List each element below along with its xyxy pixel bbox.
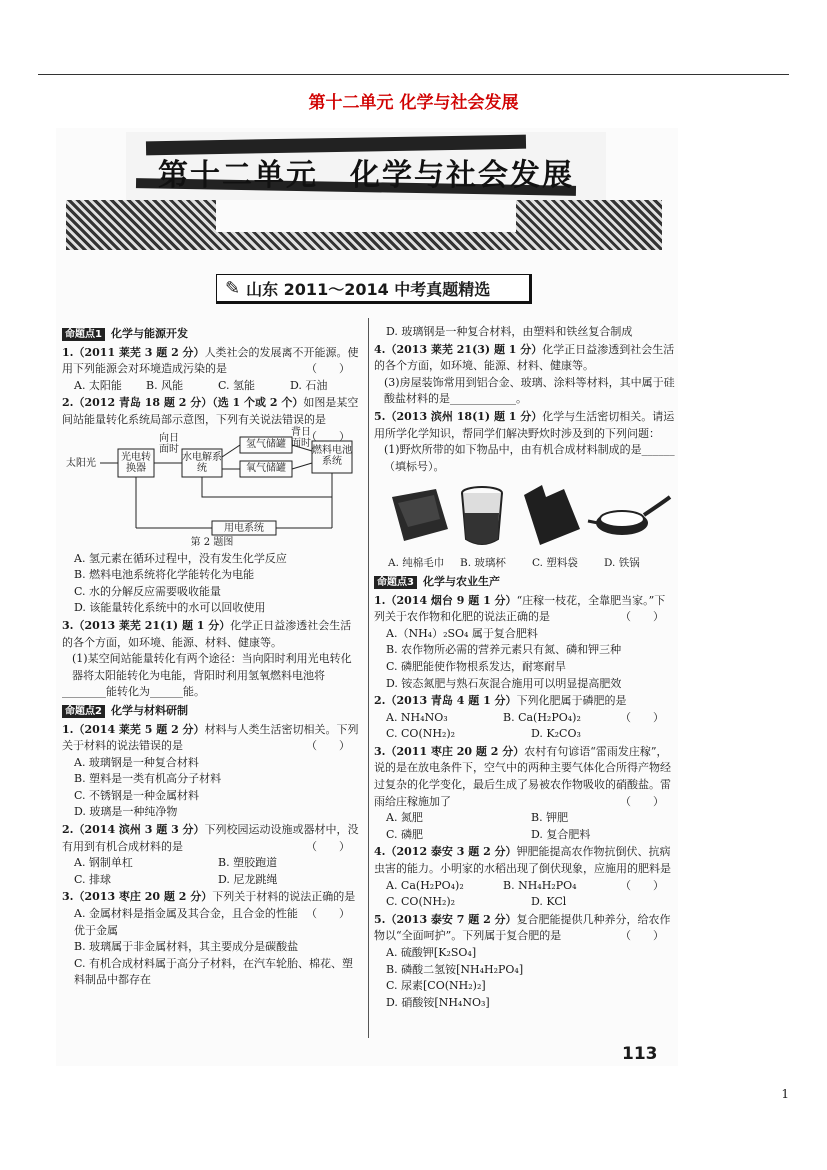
question-text: 下列化肥属于磷肥的是 bbox=[516, 694, 627, 708]
question bbox=[374, 912, 676, 945]
question-text: 化学正日益渗透社会生活的各个方面，如环境、能源、材料、健康等。 bbox=[62, 618, 352, 649]
question bbox=[62, 345, 362, 378]
option: A.（NH₄）₂SO₄ 属于复合肥料 bbox=[386, 626, 538, 640]
question-text: 下列校园运动设施或器材中，没有用到有机合成材料的是 bbox=[62, 823, 359, 853]
option: C. 尿素[CO(NH₂)₂] bbox=[386, 979, 486, 993]
answer-paren: （ ） bbox=[306, 362, 350, 376]
answer-paren: （ ） bbox=[620, 929, 664, 943]
option: B. 燃料电池系统将化学能转化为电能 bbox=[74, 568, 255, 582]
option: C. 有机合成材料属于高分子材料，在汽车轮胎、棉花、塑料制品中都存在 bbox=[74, 956, 354, 987]
diagram-caption: 第 2 题图 bbox=[190, 536, 234, 548]
option: D. 铁锅 bbox=[604, 557, 640, 570]
option: B. 钾肥 bbox=[531, 811, 569, 825]
plastic-bag-icon bbox=[524, 485, 580, 545]
scanned-page bbox=[56, 128, 678, 1066]
diagram-label: 背日面时 bbox=[291, 426, 311, 449]
fill-blank: ________能转化为______能。 bbox=[62, 685, 205, 699]
question-text: 钾肥能提高农作物抗倒伏、抗病虫害的能力。小明家的水稻出现了倒伏现象，应施用的肥料是 bbox=[374, 845, 671, 876]
topic-name: 化学与材料研制 bbox=[110, 703, 188, 717]
diagram-label: 氧气储罐 bbox=[246, 462, 286, 474]
question-text: 人类社会的发展离不开能源。使用下列能源会对环境造成污染的是 bbox=[62, 345, 359, 376]
answer-paren: （ ） bbox=[306, 429, 350, 443]
option: A. 纯棉毛巾 bbox=[388, 557, 445, 570]
section-heading: 山东 2011～2014 中考真题精选 bbox=[246, 279, 491, 299]
question bbox=[374, 593, 676, 626]
decorative-stripe bbox=[66, 200, 662, 250]
page-index: 1 bbox=[781, 1087, 789, 1101]
question bbox=[374, 744, 676, 810]
option: C. 磷肥 bbox=[386, 827, 424, 841]
question-source: 5.（2013 泰安 7 题 2 分） bbox=[374, 912, 517, 926]
pencil-icon: ✎ bbox=[225, 277, 241, 299]
sub-question: (1)某空间站能量转化有两个途径：当向阳时利用光电转化器将太阳能转化为电能，背阳时利用氢氧燃料电池将 bbox=[72, 652, 352, 682]
option: C. 磷肥能使作物根系发达，耐寒耐旱 bbox=[386, 659, 567, 673]
option: C. 塑料袋 bbox=[532, 557, 578, 570]
right-column bbox=[374, 324, 676, 1011]
question-source: 3.（2013 枣庄 20 题 2 分） bbox=[62, 890, 213, 904]
options-row bbox=[374, 710, 620, 727]
option: C. 氢能 bbox=[218, 378, 256, 392]
option: A. 玻璃钢是一种复合材料 bbox=[74, 755, 199, 769]
option: D. 复合肥料 bbox=[531, 827, 591, 841]
options-row bbox=[62, 378, 362, 395]
question-source: 4.（2012 泰安 3 题 2 分） bbox=[374, 845, 517, 859]
column-divider bbox=[368, 318, 369, 1038]
topic-heading bbox=[62, 326, 362, 343]
option: D. 尼龙跳绳 bbox=[218, 872, 278, 886]
option: D. 玻璃钢是一种复合材料，由塑料和铁丝复合制成 bbox=[386, 325, 633, 338]
answer-paren: （ ） bbox=[620, 878, 664, 892]
wok-icon bbox=[588, 497, 670, 535]
topic-name: 化学与农业生产 bbox=[422, 574, 500, 588]
question-text: 下列关于材料的说法正确的是 bbox=[212, 890, 356, 904]
question-source: 3.（2013 莱芜 21(1) 题 1 分） bbox=[62, 618, 231, 632]
diagram-label: 向日面时 bbox=[159, 432, 179, 455]
option: B. 塑料是一类有机高分子材料 bbox=[74, 772, 222, 786]
question-text: 复合肥能提供几种养分，给农作物以“全面呵护”。下列属于复合肥的是 bbox=[374, 912, 671, 943]
question bbox=[62, 889, 362, 921]
option: D. K₂CO₃ bbox=[531, 727, 581, 741]
question bbox=[62, 722, 362, 755]
energy-diagram bbox=[62, 426, 362, 549]
topic-tag: 命题点1 bbox=[62, 328, 105, 341]
sub-question: (3)房屋装饰常用到铝合金、玻璃、涂料等材料，其中属于硅酸盐材料的是____________。 bbox=[384, 375, 675, 406]
option: B. 磷酸二氢铵[NH₄H₂PO₄] bbox=[386, 962, 524, 976]
answer-paren: （ ） bbox=[620, 710, 664, 724]
question-source: 5.（2013 滨州 18(1) 题 1 分） bbox=[374, 409, 543, 423]
answer-paren: （ ） bbox=[306, 839, 350, 853]
topic-heading bbox=[374, 574, 676, 591]
options-row bbox=[62, 855, 362, 872]
question-source: 3.（2011 枣庄 20 题 2 分） bbox=[374, 744, 525, 758]
option: D. 玻璃是一种纯净物 bbox=[74, 805, 178, 819]
diagram-label: 光电转换器 bbox=[121, 451, 151, 474]
answer-paren: （ ） bbox=[620, 610, 664, 624]
diagram-label: 水电解系统 bbox=[182, 451, 222, 474]
option: A. 氮肥 bbox=[386, 811, 423, 825]
document-title: 第十二单元 化学与社会发展 bbox=[308, 93, 519, 113]
option: B. Ca(H₂PO₄)₂ bbox=[503, 710, 581, 724]
option: B. 玻璃杯 bbox=[460, 557, 506, 570]
options-row bbox=[374, 810, 676, 827]
options-row bbox=[374, 878, 620, 895]
option: A. 氢元素在循环过程中，没有发生化学反应 bbox=[74, 551, 287, 565]
question-source: 1.（2014 莱芜 5 题 2 分） bbox=[62, 722, 205, 736]
option: B. 玻璃属于非金属材料，其主要成分是碳酸盐 bbox=[74, 940, 299, 954]
question bbox=[374, 409, 676, 442]
question-text: 如图是某空间站能量转化系统局部示意图，下列有关说法错误的是 bbox=[62, 396, 359, 426]
question-text: 化学正日益渗透到社会生活的各个方面，如环境、能源、材料、健康等。 bbox=[374, 342, 675, 373]
option: A. 太阳能 bbox=[74, 378, 122, 392]
left-column bbox=[62, 324, 362, 989]
header-rule bbox=[38, 74, 789, 75]
option: D. 铵态氮肥与熟石灰混合施用可以明显提高肥效 bbox=[386, 676, 622, 690]
options-row bbox=[374, 726, 676, 743]
option: A. 钢制单杠 bbox=[74, 856, 133, 870]
section-heading-box bbox=[216, 274, 532, 304]
towel-icon bbox=[392, 489, 448, 541]
item-pictures bbox=[374, 479, 676, 555]
answer-paren: （ ） bbox=[620, 794, 664, 808]
question-source: 4.（2013 莱芜 21(3) 题 1 分） bbox=[374, 342, 543, 356]
option: B. 风能 bbox=[146, 378, 184, 392]
sub-question: (1)野炊所带的如下物品中，由有机合成材料制成的是______（填标号）。 bbox=[384, 443, 675, 473]
topic-tag: 命题点2 bbox=[62, 705, 105, 718]
option: C. 水的分解反应需要吸收能量 bbox=[74, 584, 222, 598]
topic-name: 化学与能源开发 bbox=[110, 327, 188, 340]
answer-paren: （ ） bbox=[306, 739, 350, 753]
question bbox=[62, 618, 362, 651]
option: C. CO(NH₂)₂ bbox=[386, 895, 456, 909]
option: D. 该能量转化系统中的水可以回收使用 bbox=[74, 601, 266, 615]
question-source: 2.（2014 滨州 3 题 3 分） bbox=[62, 823, 205, 837]
picture-labels bbox=[374, 555, 676, 572]
option: D. 石油 bbox=[290, 378, 328, 392]
topic-tag: 命题点3 bbox=[374, 576, 417, 589]
question-text: 化学与生活密切相关。请运用所学化学知识，帮同学们解决野炊时涉及到的下列问题： bbox=[374, 409, 675, 440]
option: B. 塑胶跑道 bbox=[218, 856, 278, 870]
option: A. 硫酸钾[K₂SO₄] bbox=[386, 946, 477, 959]
chapter-title: 第十二单元 化学与社会发展 bbox=[158, 158, 574, 193]
diagram-label: 燃料电池系统 bbox=[312, 444, 352, 467]
question-text: “庄稼一枝花，全靠肥当家。”下列关于农作物和化肥的说法正确的是 bbox=[374, 593, 666, 624]
option: C. 排球 bbox=[74, 872, 112, 886]
question bbox=[62, 822, 362, 855]
diagram-label: 太阳光 bbox=[66, 457, 96, 469]
option: C. 不锈钢是一种金属材料 bbox=[74, 788, 200, 802]
option: A. NH₄NO₃ bbox=[386, 710, 448, 724]
diagram-label: 氢气储罐 bbox=[246, 438, 286, 450]
option: D. KCl bbox=[531, 895, 567, 909]
book-page-number: 113 bbox=[622, 1044, 658, 1064]
glass-cup-icon bbox=[462, 487, 502, 544]
question-text: 农村有句谚语“雷雨发庄稼”，说的是在放电条件下，空气中的两种主要气体化合所得产物经过复杂的化学变化，最后生成了易被农作物吸收的硝酸盐。雷雨给庄稼施加了 bbox=[374, 744, 671, 808]
option: C. CO(NH₂)₂ bbox=[386, 727, 456, 741]
question-source: 2.（2012 青岛 18 题 2 分）（选 1 个或 2 个） bbox=[62, 396, 304, 410]
options-row bbox=[62, 872, 362, 889]
question-text: 材料与人类生活密切相关。下列关于材料的说法错误的是 bbox=[62, 722, 359, 753]
question bbox=[374, 342, 676, 375]
answer-paren: （ ） bbox=[306, 907, 350, 921]
option: A. 金属材料是指金属及其合金，且合金的性能优于金属 bbox=[74, 907, 298, 937]
diagram-label: 用电系统 bbox=[224, 522, 264, 534]
topic-heading bbox=[62, 703, 362, 720]
chapter-banner bbox=[126, 132, 606, 206]
question-source: 1.（2011 莱芜 3 题 2 分） bbox=[62, 345, 205, 359]
options-row bbox=[374, 827, 676, 844]
options-row bbox=[374, 894, 676, 911]
question-source: 2.（2013 青岛 4 题 1 分） bbox=[374, 694, 517, 708]
option: B. 农作物所必需的营养元素只有氮、磷和钾三种 bbox=[386, 643, 622, 657]
option: D. 硝酸铵[NH₄NO₃] bbox=[386, 995, 490, 1009]
option: A. Ca(H₂PO₄)₂ bbox=[386, 878, 464, 892]
option: B. NH₄H₂PO₄ bbox=[503, 878, 577, 892]
question-source: 1.（2014 烟台 9 题 1 分） bbox=[374, 593, 517, 607]
